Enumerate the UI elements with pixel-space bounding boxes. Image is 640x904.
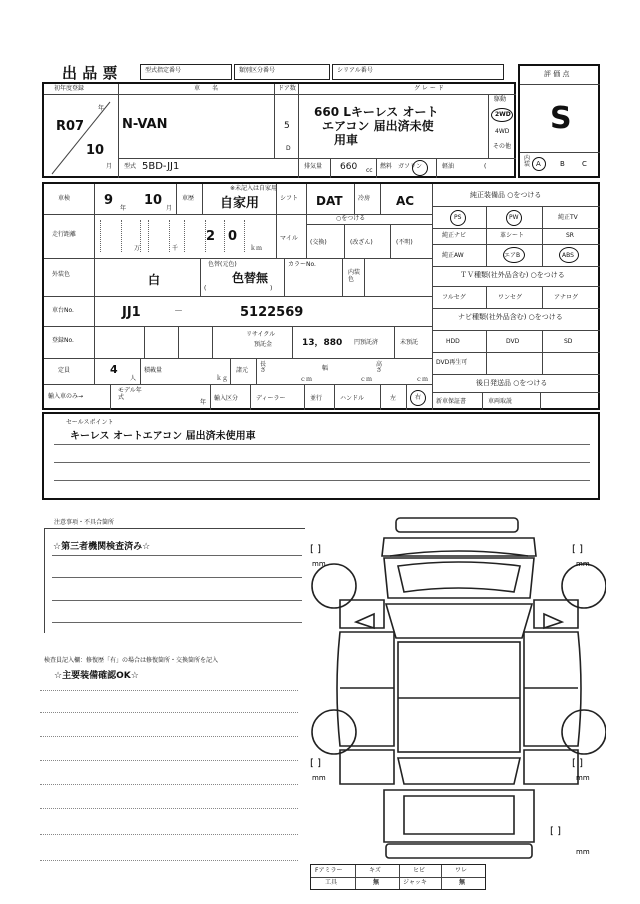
serial-field: シリアル番号 — [332, 64, 504, 80]
tools-value: 無 — [373, 879, 380, 886]
option-ps: PS — [454, 214, 462, 221]
score-box: 評 価 点 S 内装 A B C — [518, 64, 600, 178]
svg-text:mm: mm — [576, 774, 590, 782]
shift-type: DAT — [316, 194, 343, 208]
passenger-capacity: 4 — [110, 363, 118, 376]
door-count: 5 — [284, 121, 290, 131]
repaint-status: 色替無 — [232, 271, 269, 285]
inspection-month: 10 — [144, 193, 163, 208]
usage-history: 自家用 — [220, 196, 260, 211]
chassis-number: 5122569 — [240, 305, 304, 320]
exterior-color: 白 — [148, 273, 161, 287]
fuel-gasoline-circle — [412, 160, 428, 176]
inspection-year: 9 — [104, 193, 114, 208]
tools-table: Fアミラー キズ ヒビ ワレ 工具 無 ジャッキ 無 — [310, 864, 486, 890]
drive-2wd: 2WD — [495, 111, 511, 118]
svg-text:mm: mm — [576, 560, 590, 568]
notes-text: ☆第三者機関検査済み☆ — [53, 542, 151, 552]
form-title: 出 品 票 — [62, 64, 118, 82]
sales-point-box: セールスポイント キーレス オートエアコン 届出済未使用車 — [42, 412, 600, 500]
grade-line3: 用車 — [334, 133, 359, 147]
displacement: 660 — [340, 162, 358, 172]
model-code: 5BD-JJ1 — [142, 161, 180, 172]
car-name: N-VAN — [122, 117, 168, 132]
type-cert-field: 型式指定番号 — [140, 64, 232, 80]
option-abs: ABS — [562, 252, 574, 259]
jack-value: 無 — [459, 879, 466, 886]
category-field: 類別区分番号 — [234, 64, 330, 80]
mileage-digit2: 0 — [228, 229, 238, 244]
recycle-amount: 13，880 — [302, 338, 343, 348]
svg-text:mm: mm — [312, 774, 326, 782]
tire-rr-bracket: [ ] — [572, 758, 583, 769]
spare-tire-bracket: [ ] — [550, 826, 561, 837]
interior-grade-a: A — [536, 160, 541, 168]
spec-box: 車検 走行距離 外装色 車台No. 登録No. 定員 輸入車のみ→ 9 年 10 月 車歴 ※未記入は自家用 自家用 シフト DAT 冷房 AC 万 千 2 0 ｋｍ マイル ○をつける (交換) (改ざん) (不明) 白 色替(元色) 色替無 ( ) カラーNo. 内装色 JJ1 － 5122569 リサイクル 預託金 13，880 円預託済 未預託 4 人 積載量 ｋｇ 諸元 長さ ｃｍ 幅 ｃｍ 高さ ｃｍ モデル年式 年 輸入区分 ディーラー 並行 ハンドル 左 右 純正装備品 ○をつける PS PW 純正TV 純正ナビ 革シート SR 純正AW エアB ABS ＴＶ種類(社外品含む) ○をつける フルセグ ワンセグ アナログ ナビ種類(社外品含む) ○をつける HDD DVD SD DVD再生可 後日発送品 ○をつける 新車保証書 車両取説 — [42, 182, 600, 410]
inspector-text: ☆主要装備確認OK☆ — [54, 671, 139, 681]
mileage-digit1: 2 — [206, 229, 216, 244]
notes-box — [44, 528, 305, 633]
svg-text:mm: mm — [576, 848, 590, 856]
tire-fl-bracket: [ ] — [310, 544, 321, 555]
svg-text:mm: mm — [312, 560, 326, 568]
tire-rl-bracket: [ ] — [310, 758, 321, 769]
fuel-gasoline: ガソリン — [398, 163, 423, 170]
score-value: S — [550, 101, 572, 136]
tire-fr-bracket: [ ] — [572, 544, 583, 555]
grade-line2: エアコン 届出済未使 — [322, 119, 434, 133]
sales-point-text: キーレス オートエアコン 届出済未使用車 — [70, 431, 256, 442]
handle-right: 右 — [415, 394, 422, 401]
option-airbag: エアB — [504, 252, 521, 259]
car-damage-diagram[interactable] — [300, 508, 606, 878]
vehicle-info-box: 初年度登録 車 名 ドア数 グ レ ー ド 年 R07 10 月 N-VAN 5 D 660 Lキーレス オート エアコン 届出済未使 用車 駆動 2WD 4WD その他 型式 5BD-JJ1 排気量 660 cc 燃料 ガソリン 軽油 ( — [42, 82, 516, 178]
option-pw: PW — [509, 214, 519, 221]
reg-month: 10 — [86, 143, 105, 158]
ac-type: AC — [396, 194, 415, 208]
grade-line1: 660 Lキーレス オート — [314, 105, 439, 119]
chassis-prefix: JJ1 — [122, 305, 141, 320]
reg-year: R07 — [56, 119, 85, 134]
